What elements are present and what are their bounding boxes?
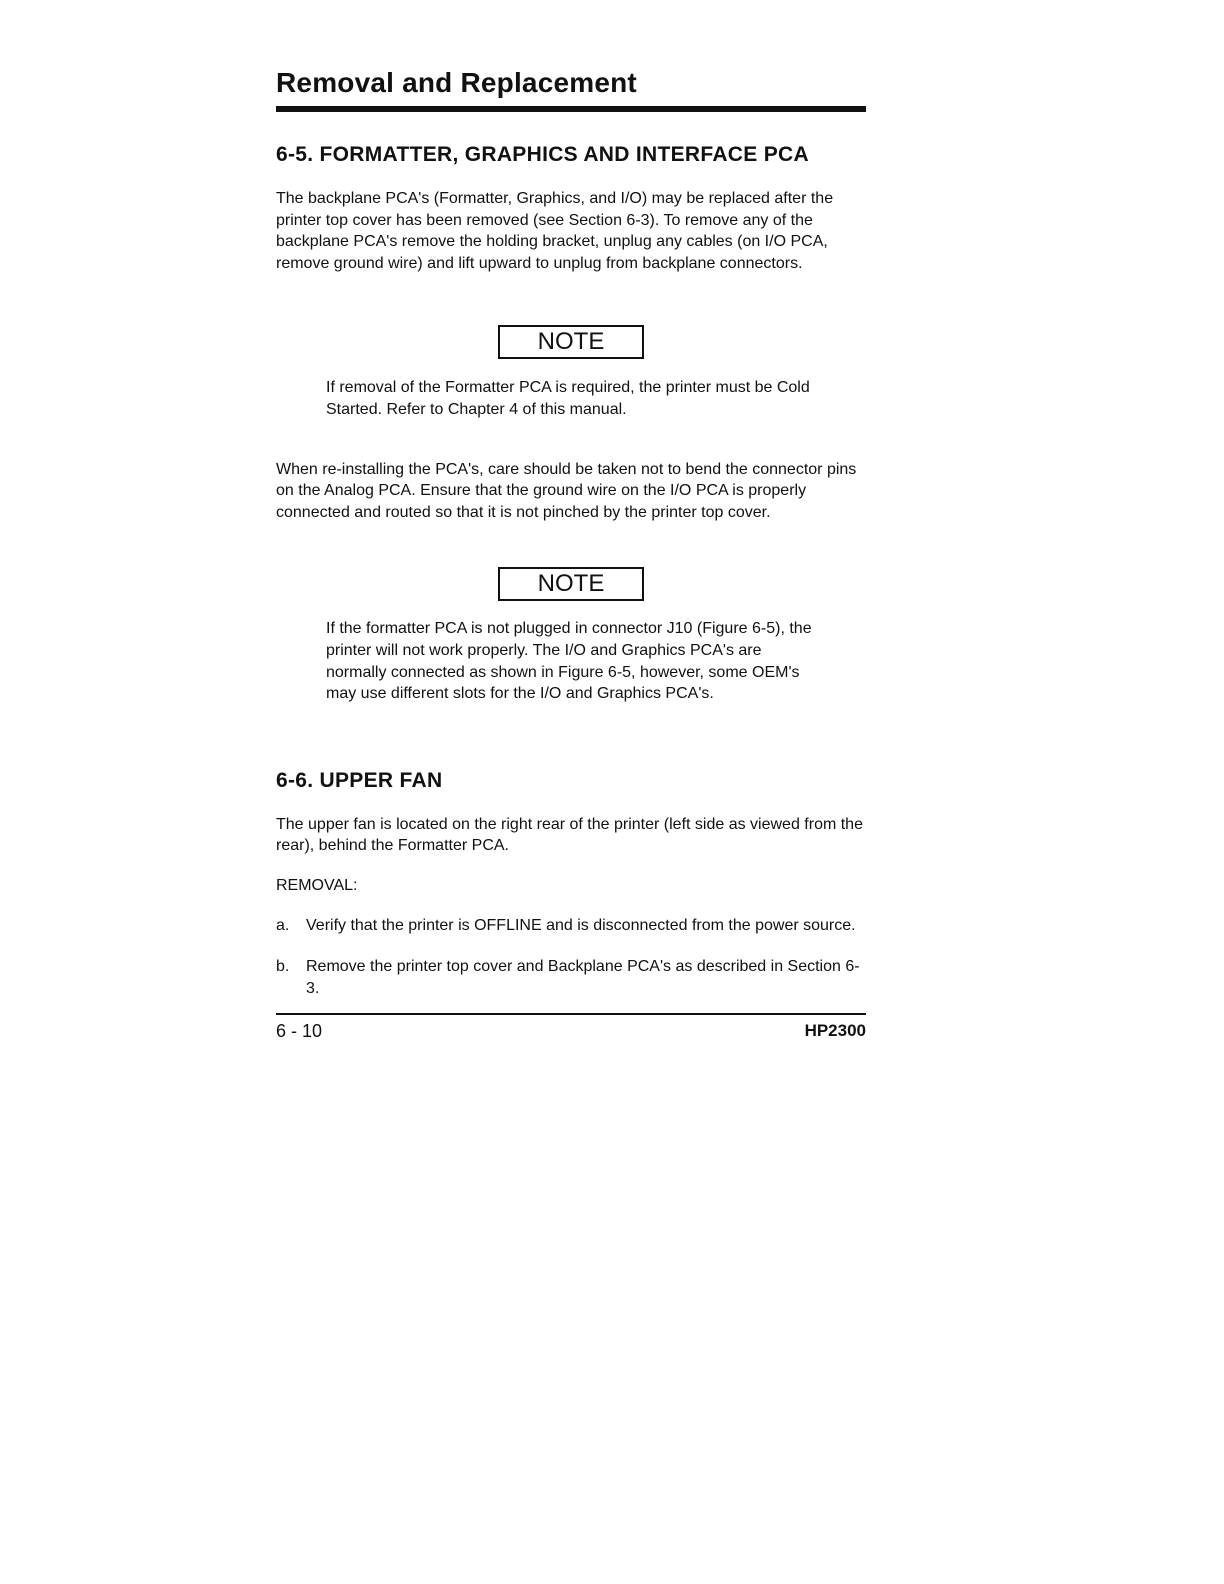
section-6-6-paragraph-1: The upper fan is located on the right rear of the printer (left side as viewed from the rear), behind the Formatter PCA. bbox=[276, 815, 863, 855]
list-item bbox=[276, 956, 866, 999]
note-2-text: If the formatter PCA is not plugged in connector J10 (Figure 6-5), the printer will not work properly. The I/O and Graphics PCA's are normally connected as shown in Figure 6-5, however, some OEM's may use different slots for the I/O and Graphics PCA's. bbox=[326, 620, 812, 703]
page-number: 6 - 10 bbox=[276, 1021, 323, 1042]
step-b-letter: b. bbox=[276, 958, 290, 976]
note-1-text: If removal of the Formatter PCA is required, the printer must be Cold Started. Refer to Chapter 4 of this manual. bbox=[326, 379, 810, 418]
model-name: HP2300 bbox=[804, 1021, 866, 1041]
manual-page bbox=[276, 60, 866, 1042]
note-2 bbox=[276, 567, 866, 601]
removal-label: REMOVAL: bbox=[276, 876, 358, 894]
header-rule bbox=[276, 106, 866, 112]
footer-rule bbox=[276, 1013, 866, 1015]
section-6-5-paragraph-1: The backplane PCA's (Formatter, Graphics, and I/O) may be replaced after the printer top cover has been removed (see Section 6-3). To remove any of the backplane PCA's remove the holding bracket, unplug any cables (on I/O PCA, remove ground wire) and lift upward to unplug from backplane connectors. bbox=[276, 190, 834, 272]
section-heading-6-5: 6-5. FORMATTER, GRAPHICS AND INTERFACE PCA bbox=[276, 143, 809, 166]
section-heading-6-6: 6-6. UPPER FAN bbox=[276, 768, 443, 792]
section-6-5-paragraph-2: When re-installing the PCA's, care should be taken not to bend the connector pins on the Analog PCA. Ensure that the ground wire on the I/O PCA is properly connected and routed so that it is not pinched by the printer top cover. bbox=[276, 460, 857, 521]
step-a-text: Verify that the printer is OFFLINE and is disconnected from the power source. bbox=[306, 916, 856, 934]
step-a-letter: a. bbox=[276, 916, 290, 934]
note-1 bbox=[276, 325, 866, 359]
list-item bbox=[276, 915, 866, 937]
chapter-title: Removal and Replacement bbox=[276, 67, 637, 98]
page-footer bbox=[276, 1021, 866, 1042]
note-2-label: NOTE bbox=[498, 567, 644, 601]
note-1-label: NOTE bbox=[498, 325, 644, 359]
step-b-text: Remove the printer top cover and Backplane PCA's as described in Section 6-3. bbox=[306, 958, 860, 997]
